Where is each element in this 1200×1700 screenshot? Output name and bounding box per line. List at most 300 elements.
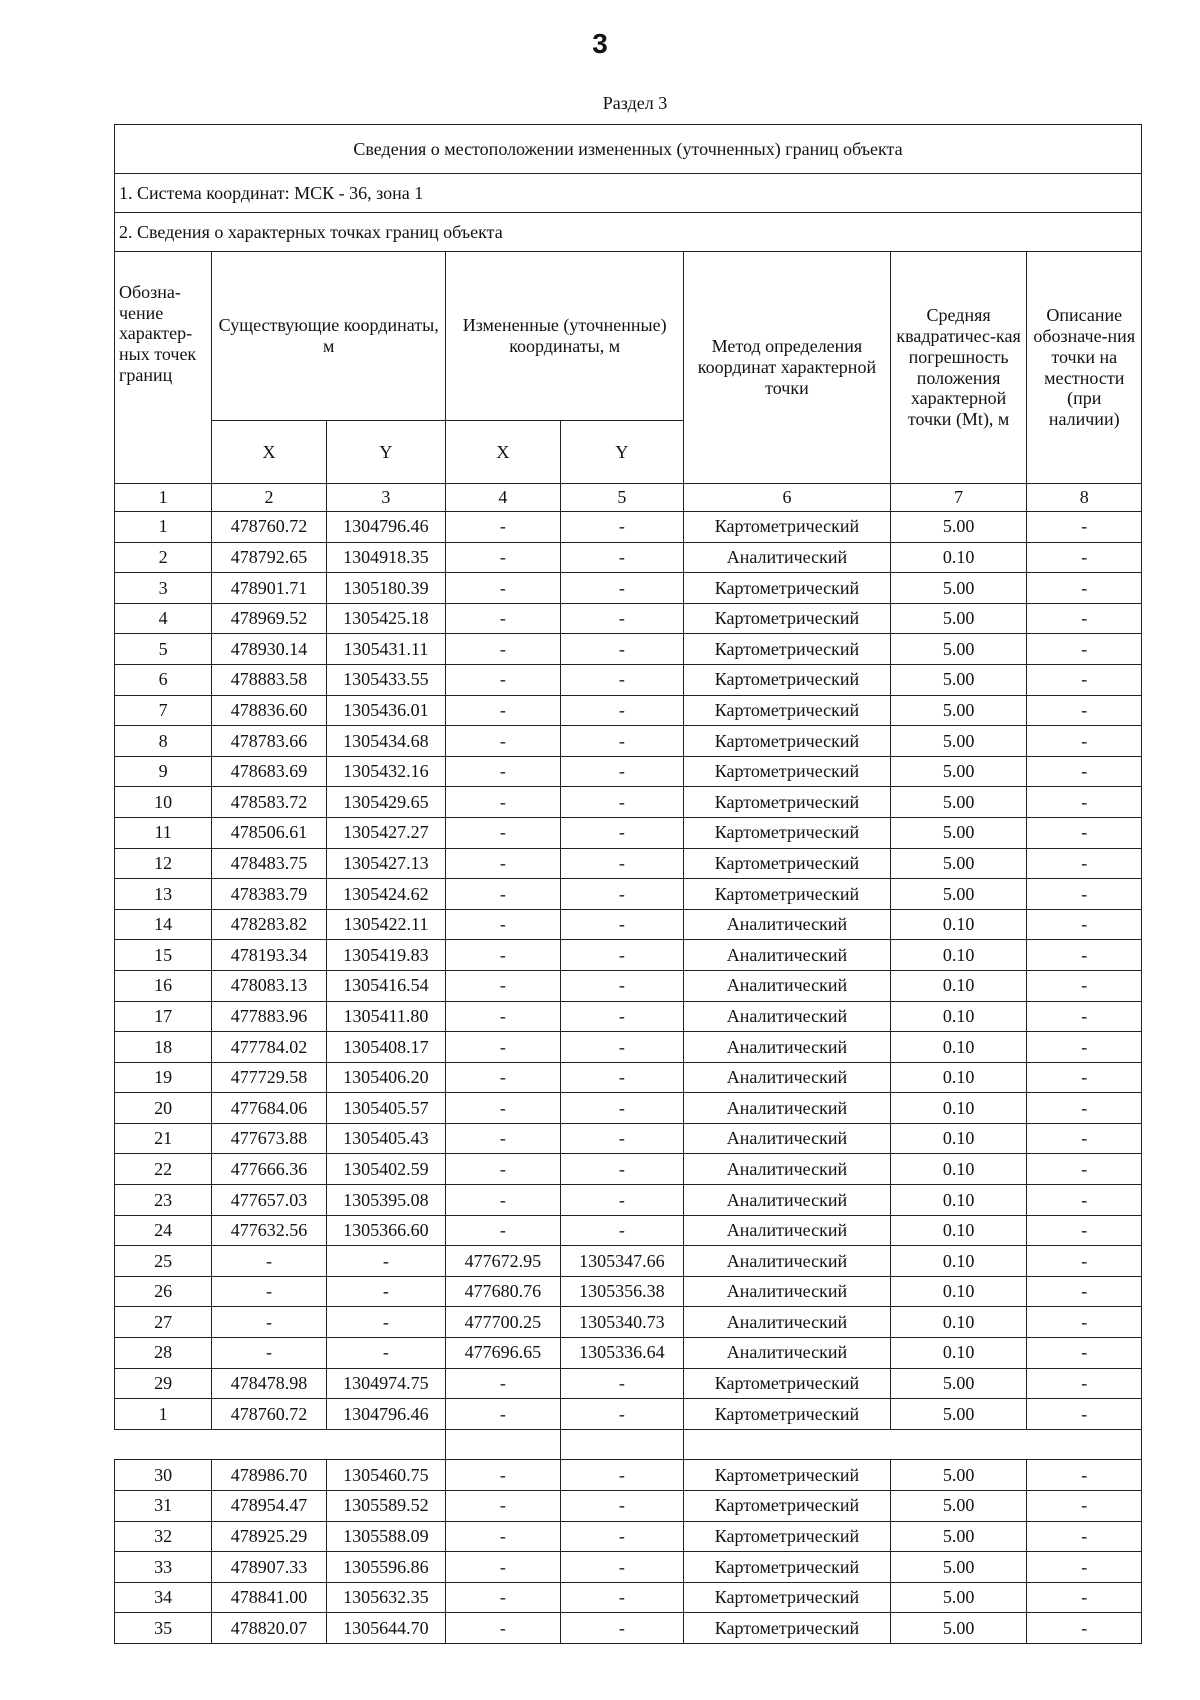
- table-cell: Картометрический: [684, 1552, 891, 1583]
- table-row: [115, 573, 1142, 604]
- column-index: 8: [1027, 484, 1142, 512]
- table-cell: -: [212, 1307, 326, 1338]
- table-cell: Картометрический: [684, 1460, 891, 1491]
- table-cell: 1305340.73: [560, 1307, 684, 1338]
- table-cell: -: [1027, 848, 1142, 879]
- table-cell: 478925.29: [212, 1521, 326, 1552]
- table-cell: 16: [115, 970, 212, 1001]
- table-cell: 477696.65: [446, 1338, 560, 1369]
- table-cell: 32: [115, 1521, 212, 1552]
- table-cell: 478841.00: [212, 1582, 326, 1613]
- table-cell: Аналитический: [684, 1185, 891, 1216]
- table-cell: 1305402.59: [326, 1154, 446, 1185]
- table-cell: 478783.66: [212, 726, 326, 757]
- table-cell: 1305405.43: [326, 1123, 446, 1154]
- table-cell: -: [560, 664, 684, 695]
- table-cell: Аналитический: [684, 1307, 891, 1338]
- table-cell: 5.00: [890, 1521, 1027, 1552]
- table-cell: 5.00: [890, 634, 1027, 665]
- table-cell: 6: [115, 664, 212, 695]
- table-cell: -: [560, 940, 684, 971]
- table-cell: 13: [115, 879, 212, 910]
- table-cell: Аналитический: [684, 1154, 891, 1185]
- table-cell: 477672.95: [446, 1246, 560, 1277]
- table-cell: -: [1027, 1062, 1142, 1093]
- table-cell: -: [446, 1001, 560, 1032]
- table-cell: 0.10: [890, 1246, 1027, 1277]
- table-cell: 1305460.75: [326, 1460, 446, 1491]
- table-cell: Аналитический: [684, 1338, 891, 1369]
- table-cell: -: [1027, 1582, 1142, 1613]
- table-cell: -: [446, 1154, 560, 1185]
- table-cell: 25: [115, 1246, 212, 1277]
- table-cell: 1305632.35: [326, 1582, 446, 1613]
- table-cell: 1304796.46: [326, 1399, 446, 1430]
- table-cell: -: [560, 542, 684, 573]
- table-cell: -: [560, 1491, 684, 1522]
- table-cell: 12: [115, 848, 212, 879]
- table-cell: 2: [115, 542, 212, 573]
- table-cell: 1305425.18: [326, 603, 446, 634]
- table-cell: 18: [115, 1032, 212, 1063]
- table-cell: 9: [115, 756, 212, 787]
- section-label: Раздел 3: [602, 93, 668, 113]
- table-cell: 477729.58: [212, 1062, 326, 1093]
- table-cell: -: [1027, 1032, 1142, 1063]
- table-cell: -: [560, 512, 684, 543]
- table-cell: 30: [115, 1460, 212, 1491]
- table-cell: 1305434.68: [326, 726, 446, 757]
- table-cell: 1305416.54: [326, 970, 446, 1001]
- table-cell: 1305431.11: [326, 634, 446, 665]
- table-cell: -: [1027, 573, 1142, 604]
- table-cell: 5.00: [890, 603, 1027, 634]
- table-cell: 478583.72: [212, 787, 326, 818]
- table-cell: Аналитический: [684, 1001, 891, 1032]
- table-cell: -: [446, 664, 560, 695]
- table-cell: Аналитический: [684, 970, 891, 1001]
- table-cell: 1305436.01: [326, 695, 446, 726]
- table-cell: 24: [115, 1215, 212, 1246]
- table-cell: Картометрический: [684, 1521, 891, 1552]
- table-cell: -: [446, 542, 560, 573]
- table-row: [115, 909, 1142, 940]
- table-cell: 1305588.09: [326, 1521, 446, 1552]
- table-row: [115, 603, 1142, 634]
- table-cell: 27: [115, 1307, 212, 1338]
- table-cell: 26: [115, 1276, 212, 1307]
- table-row: [115, 1552, 1142, 1583]
- table-row: [115, 756, 1142, 787]
- table-row: [115, 1032, 1142, 1063]
- table-cell: -: [560, 848, 684, 879]
- header-description: Описание обозначе-ния точки на местности (при наличии): [1027, 252, 1142, 484]
- table-row: [115, 1093, 1142, 1124]
- table-cell: -: [446, 512, 560, 543]
- table-cell: 478483.75: [212, 848, 326, 879]
- table-cell: -: [326, 1307, 446, 1338]
- table-cell: -: [1027, 1399, 1142, 1430]
- table-cell: 22: [115, 1154, 212, 1185]
- table-cell: -: [1027, 909, 1142, 940]
- table-row: [115, 1460, 1142, 1491]
- table-cell: -: [1027, 1185, 1142, 1216]
- table-cell: -: [560, 970, 684, 1001]
- table-cell: 478820.07: [212, 1613, 326, 1644]
- table-cell: -: [446, 1491, 560, 1522]
- header-existing-y: Y: [326, 421, 446, 484]
- table-cell: 477700.25: [446, 1307, 560, 1338]
- table-cell: -: [1027, 1460, 1142, 1491]
- table-cell: -: [1027, 1093, 1142, 1124]
- table-row: [115, 879, 1142, 910]
- table-cell: 5.00: [890, 1613, 1027, 1644]
- table-cell: -: [446, 1032, 560, 1063]
- table-cell: 478836.60: [212, 695, 326, 726]
- table-row: [115, 726, 1142, 757]
- table-cell: 478283.82: [212, 909, 326, 940]
- table-cell: Картометрический: [684, 695, 891, 726]
- table-cell: -: [1027, 1491, 1142, 1522]
- separator-cell: [560, 1429, 684, 1460]
- table-cell: -: [560, 1460, 684, 1491]
- table-cell: -: [560, 634, 684, 665]
- table-cell: -: [560, 1185, 684, 1216]
- table-cell: 0.10: [890, 1154, 1027, 1185]
- table-cell: -: [446, 848, 560, 879]
- table-cell: 23: [115, 1185, 212, 1216]
- table-cell: -: [446, 726, 560, 757]
- table-cell: -: [560, 1093, 684, 1124]
- table-cell: -: [560, 1399, 684, 1430]
- table-cell: -: [1027, 1368, 1142, 1399]
- table-cell: 28: [115, 1338, 212, 1369]
- table-cell: 31: [115, 1491, 212, 1522]
- table-cell: -: [560, 1215, 684, 1246]
- table-cell: 1305406.20: [326, 1062, 446, 1093]
- page-number: 3: [592, 28, 608, 59]
- table-cell: 1: [115, 1399, 212, 1430]
- boundary-points-table: [114, 124, 1142, 1644]
- table-cell: Картометрический: [684, 787, 891, 818]
- table-cell: 478478.98: [212, 1368, 326, 1399]
- table-cell: -: [446, 573, 560, 604]
- table-cell: 5.00: [890, 848, 1027, 879]
- table-cell: Аналитический: [684, 909, 891, 940]
- table-row: [115, 1491, 1142, 1522]
- table-cell: 5.00: [890, 1582, 1027, 1613]
- table-cell: 5.00: [890, 817, 1027, 848]
- table-cell: -: [1027, 1613, 1142, 1644]
- table-cell: 5.00: [890, 1491, 1027, 1522]
- separator-cell: [115, 1429, 446, 1460]
- table-cell: 478986.70: [212, 1460, 326, 1491]
- table-cell: 0.10: [890, 970, 1027, 1001]
- table-row: [115, 542, 1142, 573]
- header-existing: Существующие координаты, м: [212, 252, 446, 421]
- table-cell: 5.00: [890, 1460, 1027, 1491]
- table-row: [115, 695, 1142, 726]
- table-cell: -: [446, 756, 560, 787]
- table-cell: Картометрический: [684, 1399, 891, 1430]
- table-cell: Картометрический: [684, 848, 891, 879]
- table-cell: 0.10: [890, 542, 1027, 573]
- coord-system: 1. Система координат: МСК - 36, зона 1: [115, 174, 1142, 213]
- table-cell: Картометрический: [684, 573, 891, 604]
- table-cell: 0.10: [890, 1032, 1027, 1063]
- table-cell: -: [560, 573, 684, 604]
- table-cell: 478969.52: [212, 603, 326, 634]
- column-index-row: [115, 484, 1142, 512]
- table-cell: 0.10: [890, 1001, 1027, 1032]
- table-cell: Картометрический: [684, 726, 891, 757]
- table-row: [115, 940, 1142, 971]
- separator-row: [115, 1429, 1142, 1460]
- table-cell: -: [560, 879, 684, 910]
- table-cell: -: [1027, 1123, 1142, 1154]
- table-cell: -: [560, 1521, 684, 1552]
- table-cell: 0.10: [890, 1185, 1027, 1216]
- table-cell: -: [446, 787, 560, 818]
- table-cell: -: [1027, 1307, 1142, 1338]
- table-cell: Картометрический: [684, 879, 891, 910]
- table-cell: 20: [115, 1093, 212, 1124]
- table-cell: 5.00: [890, 664, 1027, 695]
- table-cell: 0.10: [890, 1093, 1027, 1124]
- table-cell: 1305596.86: [326, 1552, 446, 1583]
- table-cell: -: [560, 1368, 684, 1399]
- table-cell: 1305347.66: [560, 1246, 684, 1277]
- table-cell: -: [560, 603, 684, 634]
- table-cell: 0.10: [890, 1307, 1027, 1338]
- table-cell: 0.10: [890, 909, 1027, 940]
- table-cell: 1305366.60: [326, 1215, 446, 1246]
- table-cell: -: [1027, 603, 1142, 634]
- table-cell: -: [212, 1276, 326, 1307]
- header-error: Средняя квадратичес-кая погрешность положения характерной точки (Mt), м: [890, 252, 1027, 484]
- table-row: [115, 1613, 1142, 1644]
- table-cell: 5.00: [890, 787, 1027, 818]
- table-row: [115, 970, 1142, 1001]
- table-cell: 1305424.62: [326, 879, 446, 910]
- table-cell: 1305405.57: [326, 1093, 446, 1124]
- table-cell: 7: [115, 695, 212, 726]
- column-index: 7: [890, 484, 1027, 512]
- table-cell: -: [560, 726, 684, 757]
- table-cell: Картометрический: [684, 1613, 891, 1644]
- table-cell: Аналитический: [684, 1032, 891, 1063]
- table-row: [115, 1123, 1142, 1154]
- table-cell: Аналитический: [684, 1215, 891, 1246]
- header-changed-y: Y: [560, 421, 684, 484]
- table-cell: 4: [115, 603, 212, 634]
- table-cell: -: [1027, 787, 1142, 818]
- table-cell: 5.00: [890, 1368, 1027, 1399]
- column-index: 4: [446, 484, 560, 512]
- table-row: [115, 1062, 1142, 1093]
- table-cell: -: [446, 909, 560, 940]
- table-cell: -: [1027, 817, 1142, 848]
- table-row: [115, 1185, 1142, 1216]
- table-cell: -: [446, 940, 560, 971]
- table-cell: -: [446, 1613, 560, 1644]
- column-index: 6: [684, 484, 891, 512]
- table-row: [115, 1154, 1142, 1185]
- table-cell: 10: [115, 787, 212, 818]
- table-cell: -: [446, 1460, 560, 1491]
- table-cell: -: [1027, 726, 1142, 757]
- table-cell: -: [446, 1062, 560, 1093]
- table-cell: 1304974.75: [326, 1368, 446, 1399]
- table-cell: -: [1027, 695, 1142, 726]
- table-cell: 8: [115, 726, 212, 757]
- table-cell: 477684.06: [212, 1093, 326, 1124]
- table-cell: -: [446, 817, 560, 848]
- column-index: 1: [115, 484, 212, 512]
- table-row: [115, 787, 1142, 818]
- table-cell: -: [560, 1552, 684, 1583]
- table-cell: 477673.88: [212, 1123, 326, 1154]
- table-cell: 34: [115, 1582, 212, 1613]
- table-cell: -: [446, 695, 560, 726]
- header-changed-x: X: [446, 421, 560, 484]
- table-cell: -: [446, 1552, 560, 1583]
- table-cell: 0.10: [890, 1123, 1027, 1154]
- table-cell: -: [212, 1338, 326, 1369]
- table-cell: -: [1027, 634, 1142, 665]
- table-cell: 1305589.52: [326, 1491, 446, 1522]
- table-cell: 5.00: [890, 573, 1027, 604]
- separator-cell: [684, 1429, 1142, 1460]
- header-changed: Измененные (уточненные) координаты, м: [446, 252, 684, 421]
- table-cell: -: [560, 695, 684, 726]
- table-cell: -: [326, 1276, 446, 1307]
- table-cell: Аналитический: [684, 1123, 891, 1154]
- table-cell: 477883.96: [212, 1001, 326, 1032]
- table-cell: 478930.14: [212, 634, 326, 665]
- table-cell: 1305411.80: [326, 1001, 446, 1032]
- table-cell: 1305644.70: [326, 1613, 446, 1644]
- table-cell: -: [560, 909, 684, 940]
- table-cell: 477666.36: [212, 1154, 326, 1185]
- table-cell: -: [560, 756, 684, 787]
- table-cell: 478383.79: [212, 879, 326, 910]
- table-cell: -: [446, 1215, 560, 1246]
- separator-cell: [446, 1429, 560, 1460]
- table-cell: -: [1027, 970, 1142, 1001]
- table-cell: 17: [115, 1001, 212, 1032]
- table-cell: Картометрический: [684, 817, 891, 848]
- table-cell: 1305419.83: [326, 940, 446, 971]
- header-method: Метод определения координат характерной точки: [684, 252, 891, 484]
- table-row: [115, 1215, 1142, 1246]
- table-title: Сведения о местоположении измененных (уточненных) границ объекта: [115, 125, 1142, 174]
- table-cell: 1304918.35: [326, 542, 446, 573]
- table-cell: -: [446, 1093, 560, 1124]
- table-cell: Аналитический: [684, 1246, 891, 1277]
- table-cell: -: [1027, 940, 1142, 971]
- table-cell: 478760.72: [212, 512, 326, 543]
- table-cell: 35: [115, 1613, 212, 1644]
- table-cell: -: [1027, 1001, 1142, 1032]
- table-cell: 19: [115, 1062, 212, 1093]
- header-designation: Обозна-чение характер-ных точек границ: [115, 252, 212, 484]
- table-cell: 478901.71: [212, 573, 326, 604]
- table-cell: 478907.33: [212, 1552, 326, 1583]
- table-cell: -: [446, 1123, 560, 1154]
- table-cell: -: [1027, 512, 1142, 543]
- table-cell: Аналитический: [684, 1093, 891, 1124]
- table-cell: -: [1027, 1552, 1142, 1583]
- table-cell: -: [1027, 1521, 1142, 1552]
- table-cell: -: [446, 1399, 560, 1430]
- table-cell: 1305336.64: [560, 1338, 684, 1369]
- table-cell: 5.00: [890, 879, 1027, 910]
- table-cell: -: [1027, 1246, 1142, 1277]
- table-cell: Аналитический: [684, 542, 891, 573]
- table-cell: Картометрический: [684, 603, 891, 634]
- table-row: [115, 1582, 1142, 1613]
- table-cell: Аналитический: [684, 1276, 891, 1307]
- table-row: [115, 664, 1142, 695]
- table-cell: 478954.47: [212, 1491, 326, 1522]
- table-cell: Картометрический: [684, 664, 891, 695]
- table-cell: -: [1027, 1215, 1142, 1246]
- table-row: [115, 634, 1142, 665]
- table-cell: -: [560, 1032, 684, 1063]
- table-cell: 15: [115, 940, 212, 971]
- table-row: [115, 1307, 1142, 1338]
- table-cell: -: [560, 1582, 684, 1613]
- table-cell: 478083.13: [212, 970, 326, 1001]
- table-cell: -: [446, 1521, 560, 1552]
- table-cell: 1305422.11: [326, 909, 446, 940]
- table-cell: -: [1027, 756, 1142, 787]
- table-cell: 477680.76: [446, 1276, 560, 1307]
- table-cell: -: [560, 1613, 684, 1644]
- table-cell: -: [446, 1185, 560, 1216]
- table-cell: Аналитический: [684, 940, 891, 971]
- table-cell: -: [446, 603, 560, 634]
- table-cell: 1304796.46: [326, 512, 446, 543]
- table-cell: -: [326, 1338, 446, 1369]
- table-cell: Картометрический: [684, 512, 891, 543]
- table-cell: 0.10: [890, 1215, 1027, 1246]
- table-cell: 478193.34: [212, 940, 326, 971]
- column-index: 2: [212, 484, 326, 512]
- table-cell: 11: [115, 817, 212, 848]
- table-row: [115, 817, 1142, 848]
- table-cell: 1305427.27: [326, 817, 446, 848]
- table-cell: Картометрический: [684, 756, 891, 787]
- table-cell: 3: [115, 573, 212, 604]
- table-cell: -: [446, 1582, 560, 1613]
- table-cell: Картометрический: [684, 634, 891, 665]
- table-cell: -: [446, 970, 560, 1001]
- table-cell: 1305356.38: [560, 1276, 684, 1307]
- table-cell: 1305429.65: [326, 787, 446, 818]
- table-cell: 5.00: [890, 756, 1027, 787]
- table-cell: 1: [115, 512, 212, 543]
- table-cell: -: [560, 1001, 684, 1032]
- table-cell: 14: [115, 909, 212, 940]
- table-cell: 5.00: [890, 1552, 1027, 1583]
- table-cell: 5.00: [890, 1399, 1027, 1430]
- table-row: [115, 1399, 1142, 1430]
- table-cell: 1305427.13: [326, 848, 446, 879]
- table-cell: 1305180.39: [326, 573, 446, 604]
- table-cell: -: [446, 634, 560, 665]
